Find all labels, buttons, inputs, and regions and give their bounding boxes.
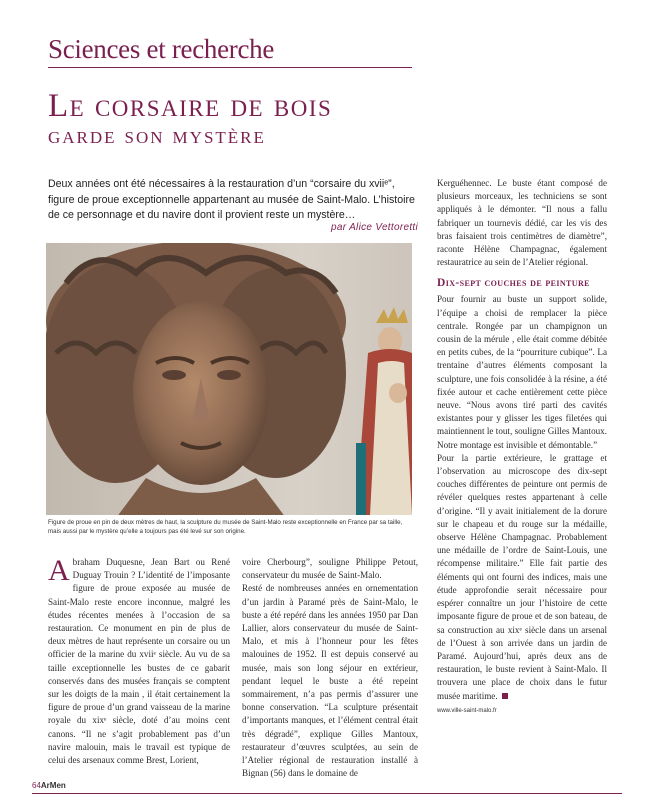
article-title: Le corsaire de bois (48, 88, 333, 124)
section-subhead: Dix-sept couches de peinture (437, 277, 590, 290)
paragraph: braham Duquesne, Jean Bart ou René Duguay Trouin ? L’identité de l’imposante figure de proue exposée au musée de Saint-Malo reste encore inconnue, malgré les études récentes menées à l’occasion de sa restauration. Ce monument en pin de plus de deux mètres de haut représente un corsaire ou un officier de la marine du xviiᵉ siècle. Au vu de sa taille exceptionnelle les bustes de ce gabarit conservés dans des musées français se comptent sur les doigts de la main , il était certainement la figure de proue d’un grand vaisseau de la marine royale du xixᵉ siècle, doté d’au moins cent canons. “Il ne s’agit probablement pas d’un navire malouin, mais le travail est typique de celui des arsenaux comme Brest, Lorient, (48, 557, 230, 766)
paragraph-text: Pour la partie extérieure, le grattage et l’observation au microscope des dix-sept couches différentes de peinture ont permis de révéler quelques restes appartenant à celle d’origine. “Il y avait initialement de la dorure sur le chapeau et du rouge sur la médaille, observe Hélène Champagnac. Probablement une médaille de l’ordre de Saint-Louis, une récompense militaire.” Elle fait partie des éléments qui ont fourni des indices, mais une étude approfondie serait nécessaire pour espérer connaître un jour l’histoire de cette imposante figure de proue et de son bateau, de sa construction au xixᵉ siècle dans un arsenal de l’Ouest à son arrivée dans un jardin de Paramé. Aujourd’hui, après deux ans de restauration, le buste revient à Saint-Malo. Il trouvera une place de choix dans le futur musée maritime. (437, 452, 607, 701)
drop-cap: A (48, 554, 70, 587)
page-folio (32, 781, 66, 790)
paragraph (437, 452, 607, 703)
article-column-1 (48, 556, 230, 767)
paragraph: Pour fournir au buste un support solide, l’équipe a choisi de remplacer la pièce centrale. Rongée par un champignon un cousin de la mérule , elle était comme débitée en petits cubes, de la “pourriture cubique”. La trentaine d’autres éléments composant la sculpture, une fois consolidée à la résine, a été fixée autour et cache entièrement cette pièce neuve. “Nous avons tiré parti des cavités existantes pour y glisser les tiges filetées qui maintiennent le tout, souligne Gilles Mantoux. Notre montage est invisible et démontable.” (437, 294, 607, 450)
photo-caption: Figure de proue en pin de deux mètres de haut, la sculpture du musée de Saint-Malo reste exceptionnelle en France par sa taille, mais aussi par le mystère qu’elle a toujours pas été levé sur son origine. (48, 519, 403, 535)
paragraph: Resté de nombreuses années en ornementation d’un jardin à Paramé près de Saint-Malo, le buste a été repéré dans les années 1950 par Dan Lallier, alors conservateur du musée de Saint-Malo, et mis à l’honneur pour les fêtes malouines de 1952. Il est depuis conservé au musée, mais son long séjour en extérieur, pendant lequel le buste a été repeint sommairement, n’a pas permis d’assurer une bonne conservation. “La sculpture présentait d’importants manques, et l’élément central était très dégradé”, explique Gilles Mantoux, restaurateur d’œuvres sculptées, au sein de l’Atelier régional de restauration installé à Bignan (56) dans le domaine de (242, 583, 418, 779)
byline: par Alice Vettoretti (331, 222, 418, 233)
figurehead-photo (46, 243, 412, 515)
section-rubric: Sciences et recherche (48, 34, 275, 64)
rubric-divider (48, 67, 412, 68)
website-link[interactable]: www.ville-saint-malo.fr (437, 707, 497, 714)
paragraph: Kerguéhennec. Le buste étant composé de plusieurs morceaux, les techniciens se sont appliqués à le démonter. “Il nous a fallu fabriquer un tournevis dédié, car les vis des bras faisaient trois centimètres de diamètre”, raconte Hélène Champagnac, également restauratrice au sein de l’Atelier régional. (437, 178, 607, 268)
page-number: 64 (32, 781, 41, 790)
magazine-name: ArMen (40, 781, 66, 790)
figurehead-illustration (46, 243, 412, 515)
article-lead: Deux années ont été nécessaires à la restauration d’un “corsaire du xviiᵉ”, figure de proue exceptionnelle appartenant au musée de Saint-Malo. L’histoire de ce personnage et du navire dont il provient reste un mystère… (48, 178, 415, 221)
paragraph: voire Cherbourg”, souligne Philippe Petout, conservateur du musée de Saint-Malo. (242, 557, 418, 581)
article-column-3 (437, 177, 607, 718)
article-column-2 (242, 556, 418, 780)
article-subtitle: garde son mystère (48, 123, 266, 149)
footer-rule (32, 793, 622, 794)
end-mark (502, 693, 508, 699)
